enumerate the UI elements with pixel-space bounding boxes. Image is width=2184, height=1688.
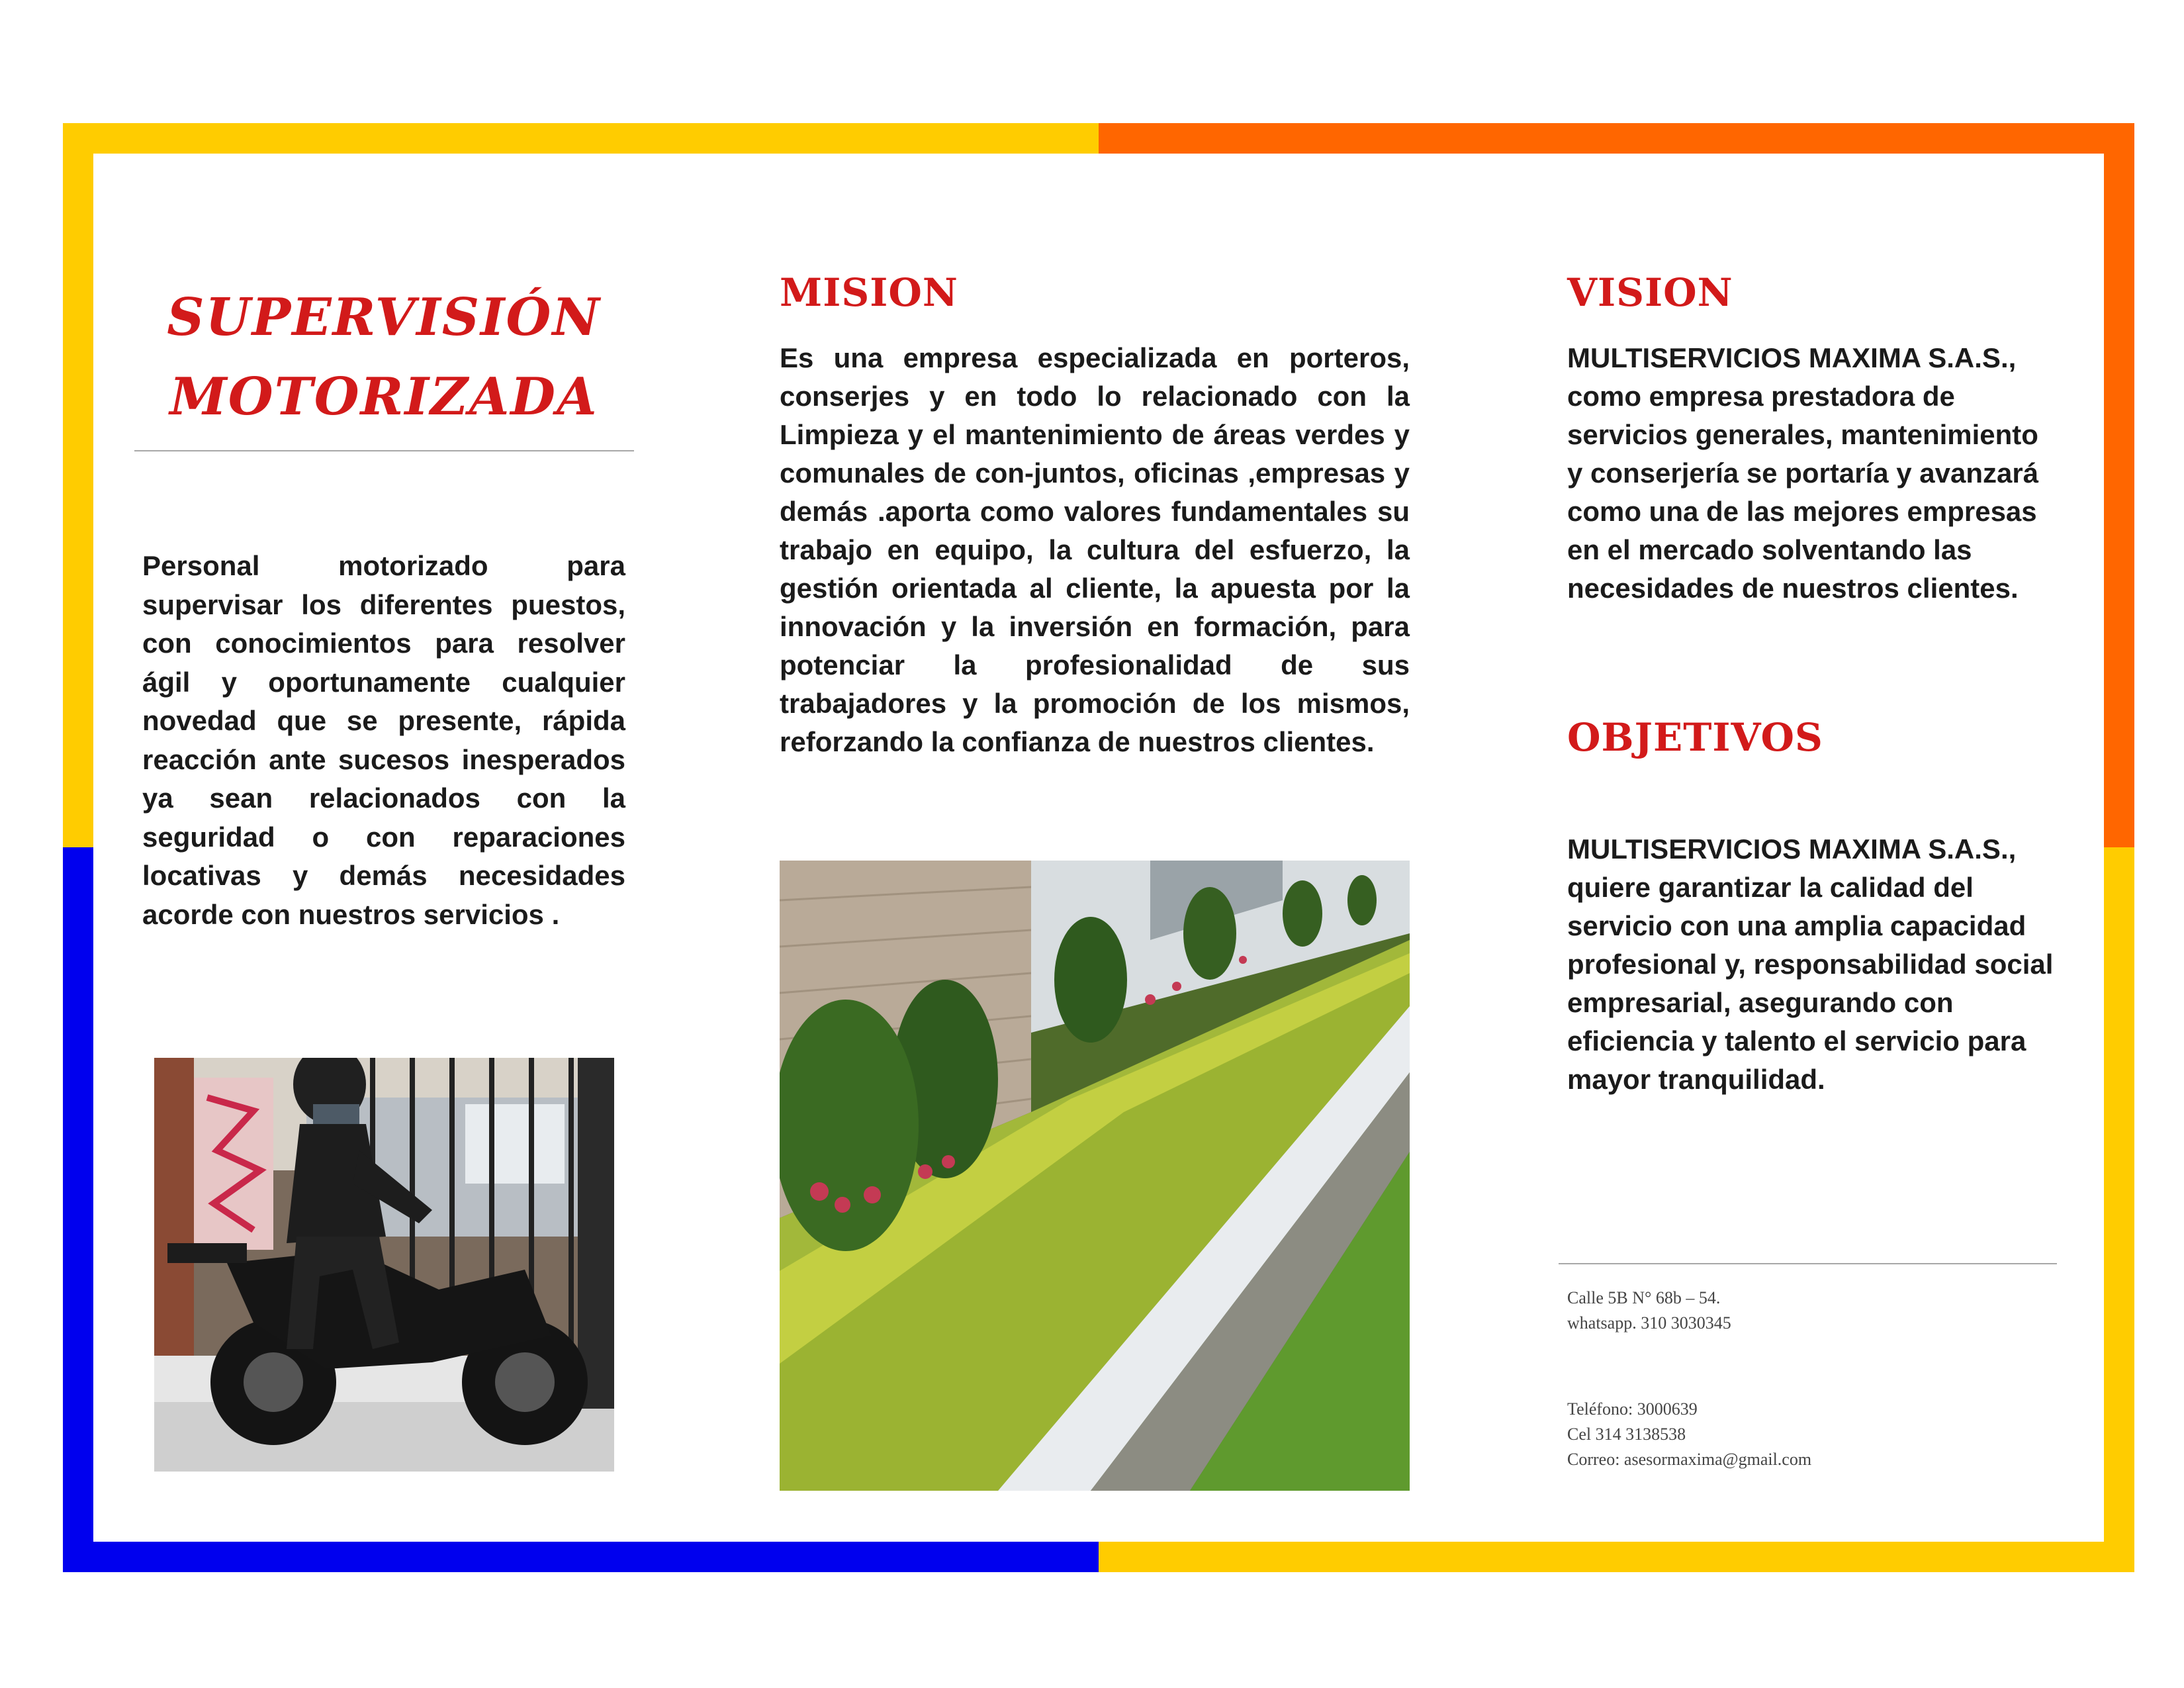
left-body-text: Personal motorizado para supervisar los diferentes puestos, con conocimientos para resolver ágil y oportunamente cualquier novedad que se presente, rápida reacción ante sucesos inesperados ya sean relacionados con la seguridad o con reparaciones locativas y demás necesidades acorde con nuestros servicios . [142,550,625,930]
objectives-body-text: MULTISERVICIOS MAXIMA S.A.S., quiere garantizar la calidad del servicio con una amplia capacidad profesional y, responsabilidad social empresarial, asegurando con eficiencia y talento el servicio para mayor tranquilidad. [1567,833,2054,1095]
page-title [152,278,615,437]
contact-divider [1559,1263,2057,1264]
frame-left-bottom-blue [63,847,93,1572]
objectives-heading: OBJETIVOS [1567,715,1823,760]
title-divider [134,450,634,451]
contact-block-top [1567,1286,1731,1336]
motorcycle-photo [154,1058,614,1472]
contact-phone: Teléfono: 3000639 [1567,1399,1698,1419]
contact-whatsapp: whatsapp. 310 3030345 [1567,1313,1731,1333]
mission-heading: MISION [780,270,958,315]
frame-right-bottom-yellow [2104,847,2134,1572]
contact-block-bottom [1567,1397,1811,1472]
mission-body-text: Es una empresa especializada en porteros, conserjes y en todo lo relacionado con la Limpieza y el mantenimiento de áreas verdes y comunales de con-juntos, oficinas ,empresas y demás .aporta como valores fundamentales su trabajo en equipo, la cultura del esfuerzo, la gestión orientada al cliente, la apuesta por la innovación y la inversión en formación, para potenciar la profesionalidad de sus trabajadores y la promoción de los mismos, reforzando la confianza de nuestros clientes. [780,342,1410,757]
frame-top-right-orange [1099,123,2134,154]
vision-heading: VISION [1567,270,1733,315]
frame-top-left-yellow [63,123,1099,154]
frame-left-top-yellow [63,123,93,847]
contact-cell: Cel 314 3138538 [1567,1425,1686,1444]
frame-right-top-orange [2104,123,2134,847]
vision-body-text: MULTISERVICIOS MAXIMA S.A.S., como empresa prestadora de servicios generales, mantenimiento y conserjería se portaría y avanzará como una de las mejores empresas en el mercado solventando las necesidades de nuestros clientes. [1567,342,2039,604]
title-line-1: SUPERVISIÓN [167,287,601,348]
frame-bottom-right-yellow [1099,1542,2134,1572]
frame-bottom-left-blue [63,1542,1099,1572]
contact-address: Calle 5B N° 68b – 54. [1567,1288,1721,1307]
title-line-2: MOTORIZADA [169,367,598,427]
contact-email[interactable]: Correo: asesormaxima@gmail.com [1567,1450,1812,1469]
garden-photo [780,861,1410,1491]
